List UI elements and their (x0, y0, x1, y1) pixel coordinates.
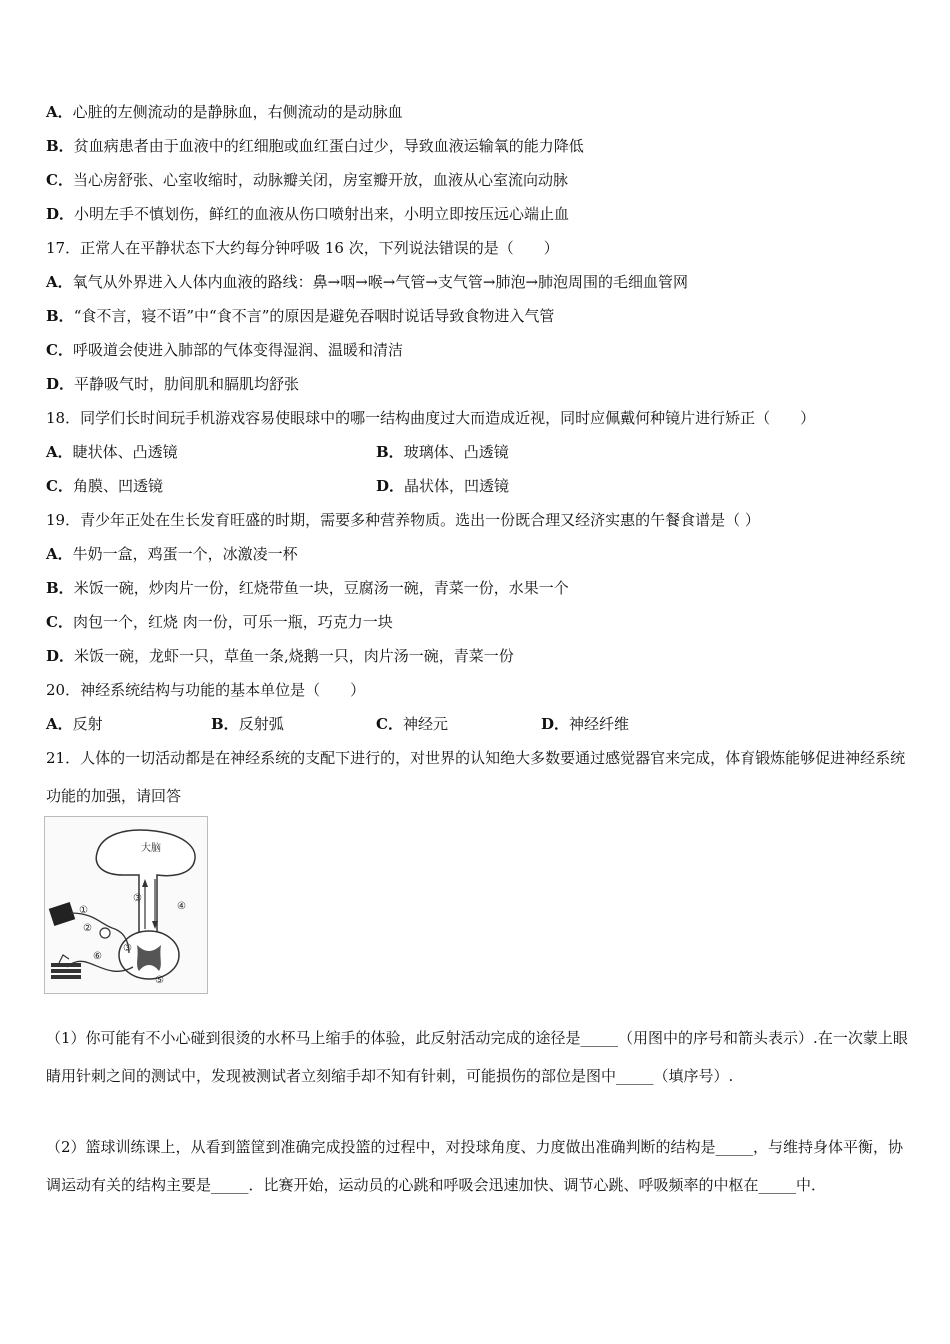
option-label: C． (46, 477, 73, 495)
option-text: “食不言，寝不语”中“食不言”的原因是避免吞咽时说话导致食物进入气管 (73, 307, 555, 325)
q21-part1: （1）你可能有不小心碰到很烫的水杯马上缩手的体验，此反射活动完成的途径是_____（用图中的序号和箭头表示）.在一次蒙上眼睛用针刺之间的测试中，发现被测试者立刻缩手却不知有针刺，可能损伤的部位是图中_____（填序号）. (46, 1029, 908, 1085)
q18-option-b (376, 442, 509, 462)
option-label: B． (46, 307, 74, 325)
q17-stem: 17．正常人在平静状态下大约每分钟呼吸 16 次，下列说法错误的是（ ） (46, 239, 559, 257)
option-label: D． (376, 477, 405, 495)
q17-option-d (46, 374, 299, 394)
label-5: ⑤ (155, 975, 164, 986)
reflex-arc-diagram (45, 817, 207, 993)
option-label: B． (376, 443, 404, 461)
option-label: A． (46, 443, 73, 461)
q18-option-a (46, 442, 178, 462)
q20-option-d (541, 714, 629, 734)
option-text: 反射弧 (238, 715, 284, 733)
option-text: 神经纤维 (569, 715, 630, 733)
option-label: D． (46, 205, 75, 223)
q17-option-c (46, 340, 403, 360)
brain-label: 大脑 (141, 843, 161, 854)
option-text: 米饭一碗，龙虾一只，草鱼一条,烧鹅一只，肉片汤一碗，青菜一份 (74, 647, 514, 665)
q19-option-b (46, 578, 569, 598)
option-label: A． (46, 715, 73, 733)
option-label: D． (46, 375, 75, 393)
option-label: B． (211, 715, 239, 733)
q19-option-a (46, 544, 298, 564)
option-text: 牛奶一盒，鸡蛋一个，冰激凌一杯 (72, 545, 298, 563)
option-label: A． (46, 103, 73, 121)
option-label: C． (46, 341, 73, 359)
label-4: ④ (177, 901, 186, 912)
option-label: C． (46, 613, 73, 631)
option-text: 米饭一碗，炒肉片一份，红烧带鱼一块，豆腐汤一碗，青菜一份，水果一个 (73, 579, 569, 597)
option-label: A． (46, 545, 73, 563)
q20-option-c (376, 714, 448, 734)
option-label: B． (46, 137, 74, 155)
option-label: A． (46, 273, 73, 291)
q17-option-a (46, 272, 688, 292)
q21-part2: （2）篮球训练课上，从看到篮筐到准确完成投篮的过程中，对投球角度、力度做出准确判断的结构是_____，与维持身体平衡，协调运动有关的结构主要是_____．比赛开始，运动员的心跳和呼吸会迅速加快、调节心跳、呼吸频率的中枢在_____中． (46, 1138, 904, 1194)
option-text: 肉包一个，红烧 肉一份，可乐一瓶，巧克力一块 (72, 613, 393, 631)
q17-option-b (46, 306, 554, 326)
reflex-arc-figure (44, 816, 208, 994)
q21-stem: 21．人体的一切活动都是在神经系统的支配下进行的，对世界的认知绝大多数要通过感觉器官来完成，体育锻炼能够促进神经系统功能的加强，请回答 (46, 749, 906, 805)
option-text: 心脏的左侧流动的是静脉血，右侧流动的是动脉血 (72, 103, 403, 121)
option-text: 当心房舒张、心室收缩时，动脉瓣关闭，房室瓣开放，血液从心室流向动脉 (72, 171, 568, 189)
q16-option-d (46, 204, 569, 224)
option-text: 氧气从外界进入人体内血液的路线：鼻→咽→喉→气管→支气管→肺泡→肺泡周围的毛细血管网 (72, 273, 689, 291)
label-6: ⑥ (93, 951, 102, 962)
q19-option-d (46, 646, 514, 666)
ganglion (100, 928, 110, 938)
option-label: C． (46, 171, 73, 189)
label-3-upper: ③ (133, 893, 142, 904)
option-text: 反射 (72, 715, 103, 733)
option-text: 贫血病患者由于血液中的红细胞或血红蛋白过少，导致血液运输氧的能力降低 (73, 137, 584, 155)
q20-stem: 20．神经系统结构与功能的基本单位是（ ） (46, 681, 366, 699)
q16-option-a (46, 102, 403, 122)
q16-option-c (46, 170, 568, 190)
q16-option-b (46, 136, 584, 156)
option-text: 晶状体，凹透镜 (404, 477, 510, 495)
option-text: 平静吸气时，肋间肌和膈肌均舒张 (74, 375, 300, 393)
option-text: 睫状体、凸透镜 (72, 443, 178, 461)
option-label: B． (46, 579, 74, 597)
q19-option-c (46, 612, 393, 632)
q18-option-d (376, 476, 509, 496)
label-2: ② (83, 923, 92, 934)
q20-option-b (211, 714, 284, 734)
option-label: D． (46, 647, 75, 665)
option-label: C． (376, 715, 403, 733)
q18-option-c (46, 476, 163, 496)
option-text: 神经元 (402, 715, 448, 733)
q20-option-a (46, 714, 103, 734)
q19-stem: 19．青少年正处在生长发育旺盛的时期，需要多种营养物质。选出一份既合理又经济实惠的午餐食谱是（ ） (46, 511, 760, 529)
label-3-lower: ③ (123, 943, 132, 954)
option-text: 角膜、凹透镜 (72, 477, 163, 495)
q18-stem: 18．同学们长时间玩手机游戏容易使眼球中的哪一结构曲度过大而造成近视，同时应佩戴何种镜片进行矫正（ ） (46, 409, 816, 427)
option-text: 玻璃体、凸透镜 (403, 443, 509, 461)
receptor-skin (49, 902, 75, 926)
option-text: 小明左手不慎划伤，鲜红的血液从伤口喷射出来，小明立即按压远心端止血 (74, 205, 570, 223)
option-label: D． (541, 715, 570, 733)
option-text: 呼吸道会使进入肺部的气体变得湿润、温暖和清洁 (72, 341, 403, 359)
effector-muscle (51, 955, 81, 979)
label-1: ① (79, 905, 88, 916)
